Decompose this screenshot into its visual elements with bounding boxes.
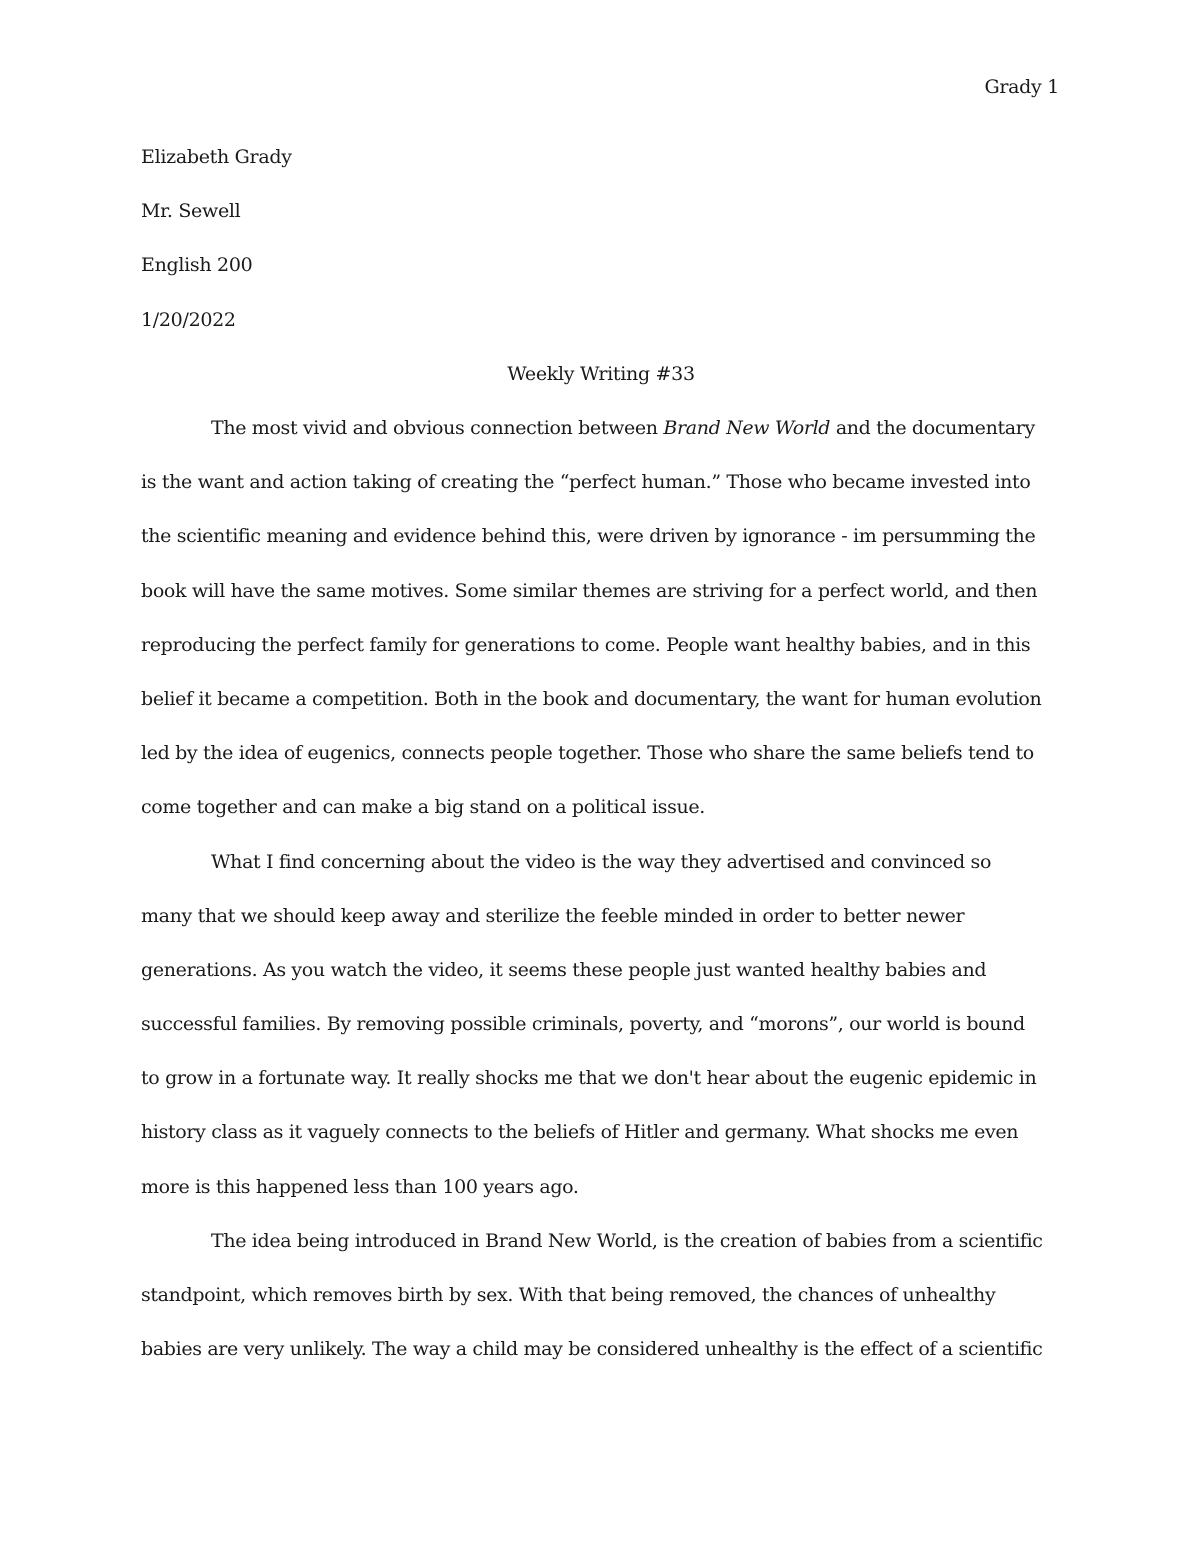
text-run: and the documentary <box>830 417 1035 439</box>
paragraph-3-line-1: The idea being introduced in Brand New World, is the creation of babies from a scientific <box>211 1229 1043 1252</box>
paragraph-line: come together and can make a big stand on a political issue. <box>141 796 705 819</box>
essay-title: Weekly Writing #33 <box>507 363 695 385</box>
instructor-name: Mr. Sewell <box>141 200 241 223</box>
mla-heading <box>141 140 1061 357</box>
paragraph-line: successful families. By removing possible criminals, poverty, and “morons”, our world is bound <box>141 1013 1025 1036</box>
paragraph-line: the scientific meaning and evidence behind this, were driven by ignorance - im persumming the <box>141 525 1036 548</box>
paragraph-line: standpoint, which removes birth by sex. With that being removed, the chances of unhealthy <box>141 1284 996 1306</box>
student-name: Elizabeth Grady <box>141 146 292 168</box>
book-title-italic: Brand New World <box>663 417 831 439</box>
paragraph-line: reproducing the perfect family for generations to come. People want healthy babies, and in this <box>141 633 1031 656</box>
paragraph-line: is the want and action taking of creating the “perfect human.” Those who became invested into <box>141 471 1031 494</box>
paragraph-line: many that we should keep away and sterilize the feeble minded in order to better newer <box>141 904 965 927</box>
paragraph-line: more is this happened less than 100 years ago. <box>141 1175 579 1198</box>
date: 1/20/2022 <box>141 308 236 331</box>
paragraph-line: book will have the same motives. Some similar themes are striving for a perfect world, and then <box>141 579 1038 602</box>
text-run: The most vivid and obvious connection between <box>211 417 664 439</box>
paragraph-2-line-1: What I find concerning about the video is the way they advertised and convinced so <box>211 850 992 873</box>
course-name: English 200 <box>141 254 253 277</box>
essay-body <box>141 411 1061 1386</box>
paragraph-line: babies are very unlikely. The way a child may be considered unhealthy is the effect of a scientific <box>141 1338 1043 1361</box>
running-head: Grady 1 <box>984 76 1059 98</box>
paragraph-line: led by the idea of eugenics, connects people together. Those who share the same beliefs tend to <box>141 742 1034 765</box>
paragraph-line: belief it became a competition. Both in the book and documentary, the want for human evolution <box>141 687 1042 710</box>
paragraph-line: to grow in a fortunate way. It really shocks me that we don't hear about the eugenic epidemic in <box>141 1067 1037 1090</box>
paragraph-1-line-1 <box>141 411 1061 465</box>
paragraph-line: history class as it vaguely connects to the beliefs of Hitler and germany. What shocks me even <box>141 1121 1019 1144</box>
paragraph-line: generations. As you watch the video, it seems these people just wanted healthy babies and <box>141 958 987 981</box>
